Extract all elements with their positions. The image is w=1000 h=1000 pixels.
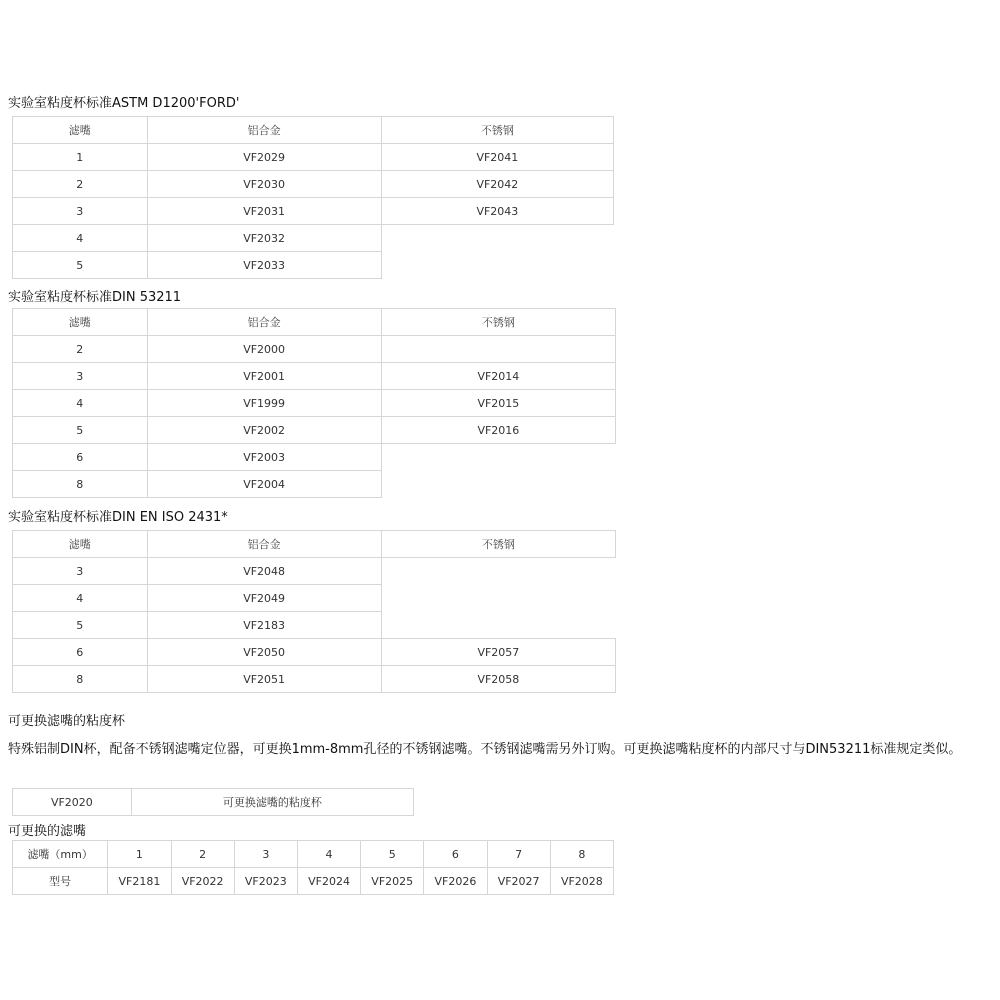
cell-model: VF2181: [108, 868, 171, 895]
cell-aluminum: VF2033: [147, 252, 381, 279]
table-row: [13, 171, 614, 198]
cell-nozzle: 4: [13, 390, 148, 417]
table-row: [13, 390, 616, 417]
cell-nozzle: 3: [13, 558, 148, 585]
table-header-row: [13, 309, 616, 336]
section-title-din53211: 实验室粘度杯标准DIN 53211: [8, 290, 182, 305]
cell-stainless: VF2043: [381, 198, 613, 225]
cell-nozzle: 8: [13, 471, 148, 498]
cell-nozzle: 2: [13, 336, 148, 363]
section-title-replaceable-cup: 可更换滤嘴的粘度杯: [8, 714, 126, 729]
replaceable-cup-table: [12, 788, 414, 816]
section-title-replaceable-nozzle: 可更换的滤嘴: [8, 824, 87, 839]
cell-nozzle: 3: [13, 363, 148, 390]
cell-size: 4: [297, 841, 360, 868]
table-row: [13, 363, 616, 390]
table-row: [13, 612, 616, 639]
cell-size: 8: [550, 841, 613, 868]
cell-size: 1: [108, 841, 171, 868]
cell-nozzle: 3: [13, 198, 148, 225]
cell-stainless-empty: [381, 336, 615, 363]
cell-aluminum: VF2183: [147, 612, 381, 639]
cell-nozzle: 5: [13, 417, 148, 444]
cell-aluminum: VF1999: [147, 390, 381, 417]
cell-nozzle: 2: [13, 171, 148, 198]
iso2431-table: [12, 530, 616, 693]
cell-aluminum: VF2032: [147, 225, 381, 252]
header-stainless: 不锈钢: [381, 117, 613, 144]
cell-aluminum: VF2049: [147, 585, 381, 612]
table-row: [13, 841, 614, 868]
table-row: [13, 471, 616, 498]
cell-aluminum: VF2031: [147, 198, 381, 225]
cell-aluminum: VF2004: [147, 471, 381, 498]
cell-aluminum: VF2051: [147, 666, 381, 693]
cell-model: VF2022: [171, 868, 234, 895]
cell-model: VF2026: [424, 868, 487, 895]
cell-stainless-empty: [381, 252, 613, 279]
cell-stainless: VF2042: [381, 171, 613, 198]
cell-size: 2: [171, 841, 234, 868]
astm-table: [12, 116, 614, 279]
cell-aluminum: VF2002: [147, 417, 381, 444]
cell-model: VF2027: [487, 868, 550, 895]
din53211-table: [12, 308, 616, 498]
table-row: [13, 336, 616, 363]
table-row: [13, 144, 614, 171]
cell-nozzle: 5: [13, 612, 148, 639]
cell-model: VF2028: [550, 868, 613, 895]
cell-nozzle: 6: [13, 444, 148, 471]
row-header-model: 型号: [13, 868, 108, 895]
section-title-astm: 实验室粘度杯标准ASTM D1200'FORD': [8, 96, 240, 111]
cell-stainless-empty: [381, 585, 615, 612]
cell-stainless: VF2058: [381, 666, 615, 693]
cell-stainless: VF2016: [381, 417, 615, 444]
cell-aluminum: VF2030: [147, 171, 381, 198]
cell-stainless-empty: [381, 444, 615, 471]
table-row: [13, 225, 614, 252]
cell-aluminum: VF2003: [147, 444, 381, 471]
row-header-size: 滤嘴（mm）: [13, 841, 108, 868]
cell-nozzle: 5: [13, 252, 148, 279]
cell-stainless: VF2041: [381, 144, 613, 171]
cell-stainless: VF2014: [381, 363, 615, 390]
replaceable-nozzle-table: [12, 840, 614, 895]
cell-size: 6: [424, 841, 487, 868]
table-row: [13, 666, 616, 693]
header-stainless: 不锈钢: [381, 531, 615, 558]
cell-model: VF2025: [361, 868, 424, 895]
header-nozzle: 滤嘴: [13, 531, 148, 558]
header-stainless: 不锈钢: [381, 309, 615, 336]
table-row: [13, 444, 616, 471]
cell-stainless-empty: [381, 612, 615, 639]
cell-size: 3: [234, 841, 297, 868]
header-nozzle: 滤嘴: [13, 117, 148, 144]
cup-label: 可更换滤嘴的粘度杯: [131, 789, 413, 816]
cell-aluminum: VF2001: [147, 363, 381, 390]
table-header-row: [13, 531, 616, 558]
cell-stainless: VF2015: [381, 390, 615, 417]
cell-aluminum: VF2029: [147, 144, 381, 171]
cell-model: VF2023: [234, 868, 297, 895]
header-aluminum: 铝合金: [147, 309, 381, 336]
cell-aluminum: VF2000: [147, 336, 381, 363]
cell-nozzle: 4: [13, 585, 148, 612]
cell-aluminum: VF2048: [147, 558, 381, 585]
cell-stainless: VF2057: [381, 639, 615, 666]
cup-code: VF2020: [13, 789, 132, 816]
table-header-row: [13, 117, 614, 144]
header-aluminum: 铝合金: [147, 531, 381, 558]
cell-size: 7: [487, 841, 550, 868]
cell-nozzle: 8: [13, 666, 148, 693]
table-row: [13, 198, 614, 225]
header-nozzle: 滤嘴: [13, 309, 148, 336]
cell-model: VF2024: [297, 868, 360, 895]
cell-nozzle: 1: [13, 144, 148, 171]
cell-aluminum: VF2050: [147, 639, 381, 666]
table-row: [13, 585, 616, 612]
cell-nozzle: 4: [13, 225, 148, 252]
header-aluminum: 铝合金: [147, 117, 381, 144]
cell-nozzle: 6: [13, 639, 148, 666]
table-row: [13, 789, 414, 816]
table-row: [13, 558, 616, 585]
cell-stainless-empty: [381, 558, 615, 585]
table-row: [13, 639, 616, 666]
cell-stainless-empty: [381, 471, 615, 498]
table-row: [13, 252, 614, 279]
replaceable-cup-description: 特殊铝制DIN杯，配备不锈钢滤嘴定位器，可更换1mm-8mm孔径的不锈钢滤嘴。不锈钢滤嘴需另外订购。可更换滤嘴粘度杯的内部尺寸与DIN53211标准规定类似。: [8, 742, 962, 757]
cell-size: 5: [361, 841, 424, 868]
table-row: [13, 417, 616, 444]
cell-stainless-empty: [381, 225, 613, 252]
section-title-iso2431: 实验室粘度杯标准DIN EN ISO 2431*: [8, 510, 228, 525]
table-row: [13, 868, 614, 895]
